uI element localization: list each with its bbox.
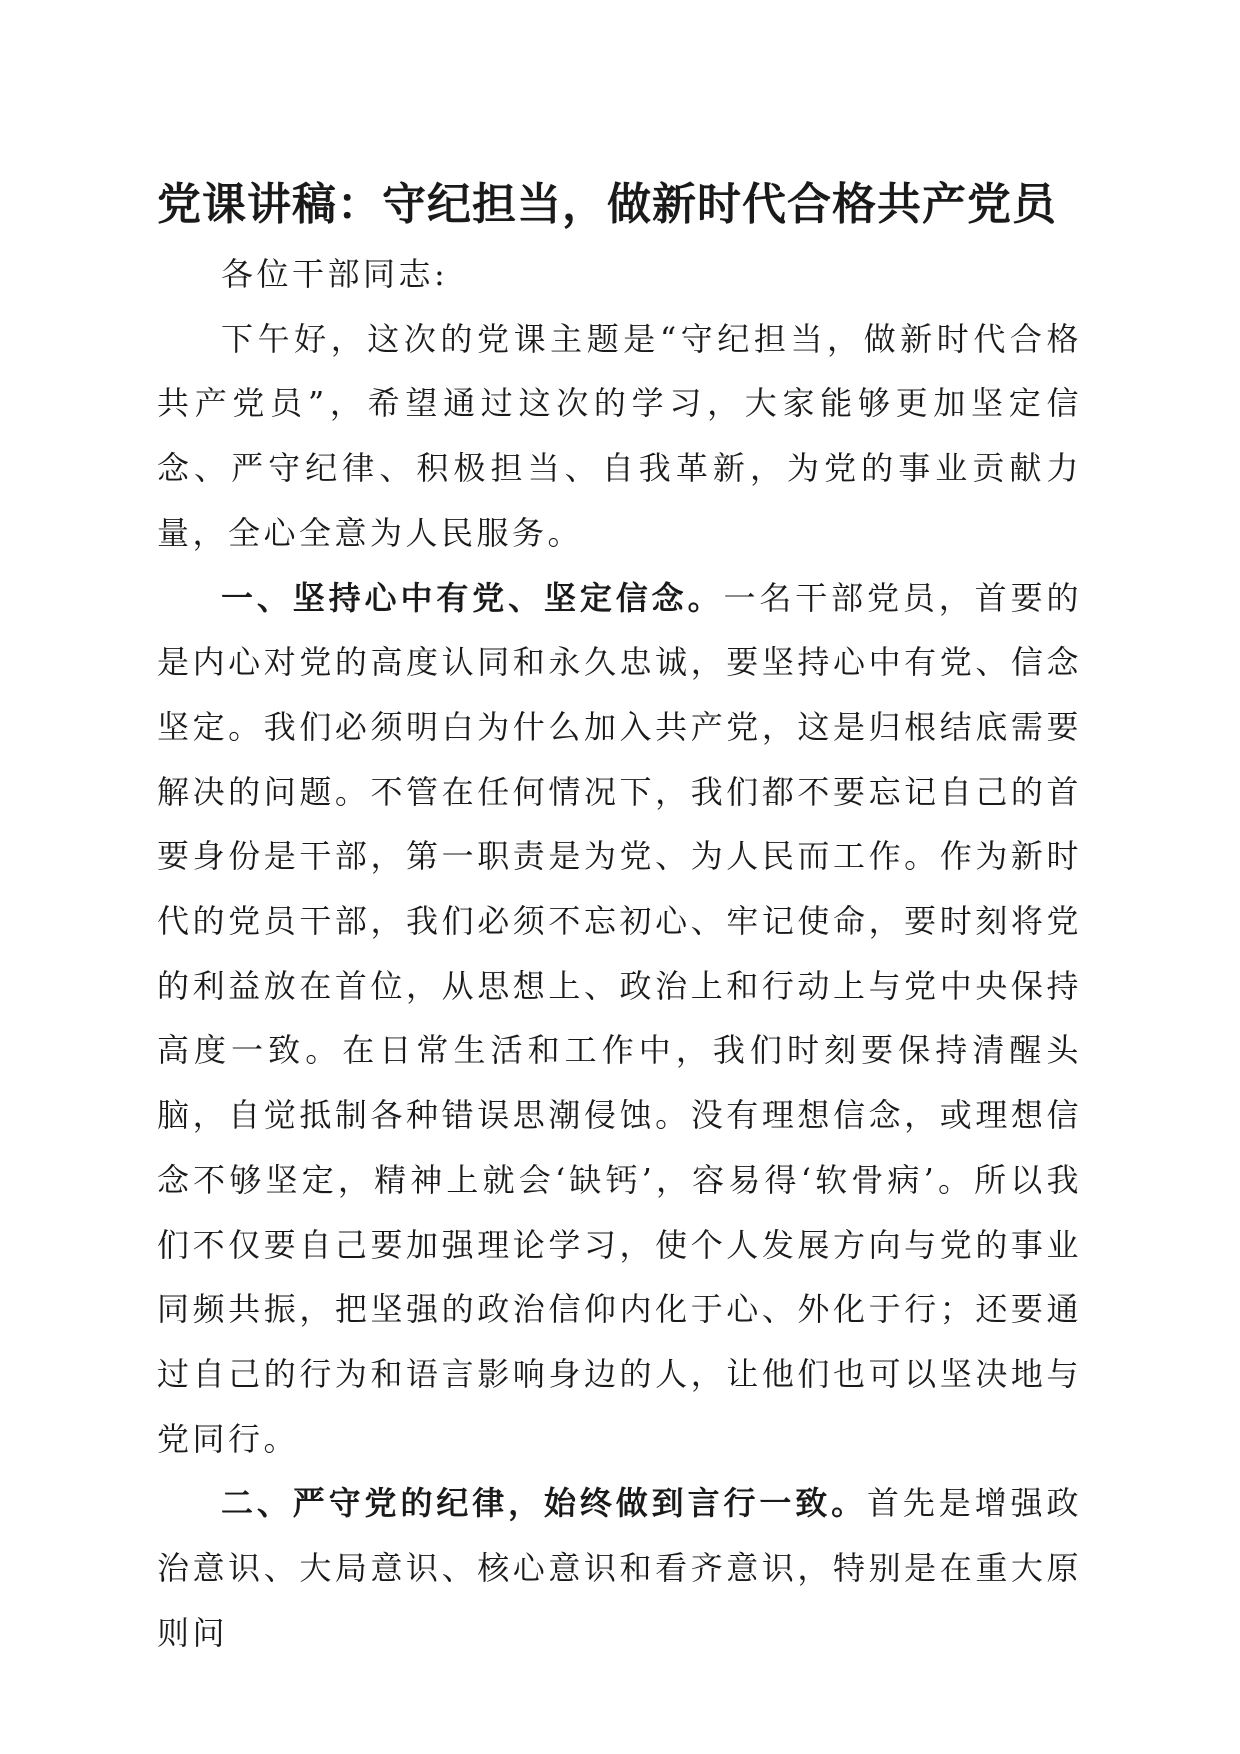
section-2-heading: 二、严守党的纪律，始终做到言行一致。 <box>221 1484 868 1523</box>
section-1-heading: 一、坚持心中有党、坚定信念。 <box>221 578 724 617</box>
intro-paragraph: 下午好，这次的党课主题是“守纪担当，做新时代合格共产党员”，希望通过这次的学习，大家能够更加坚定信念、严守纪律、积极担当、自我革新，为党的事业贡献力量，全心全意为人民服务。 <box>157 319 1082 552</box>
section-1-paragraph <box>157 566 1082 1472</box>
greeting: 各位干部同志: <box>221 255 449 293</box>
document-page <box>157 170 1082 1665</box>
section-2-paragraph <box>157 1471 1082 1665</box>
document-title: 党课讲稿：守纪担当，做新时代合格共产党员 <box>157 179 1057 230</box>
section-2-body: 首先是增强政治意识、大局意识、核心意识和看齐意识，特别是在重大原则问 <box>157 1484 1082 1652</box>
section-1-body: 一名干部党员，首要的是内心对党的高度认同和永久忠诚，要坚持心中有党、信念坚定。我们必须明白为什么加入共产党，这是归根结底需要解决的问题。不管在任何情况下，我们都不要忘记自己的首要身份是干部，第一职责是为党、为人民而工作。作为新时代的党员干部，我们必须不忘初心、牢记使命，要时刻将党的利益放在首位，从思想上、政治上和行动上与党中央保持高度一致。在日常生活和工作中，我们时刻要保持清醒头脑，自觉抵制各种错误思潮侵蚀。没有理想信念，或理想信念不够坚定，精神上就会‘缺钙’，容易得‘软骨病’。所以我们不仅要自己要加强理论学习，使个人发展方向与党的事业同频共振，把坚强的政治信仰内化于心、外化于行；还要通过自己的行为和语言影响身边的人，让他们也可以坚决地与党同行。 <box>157 578 1082 1458</box>
